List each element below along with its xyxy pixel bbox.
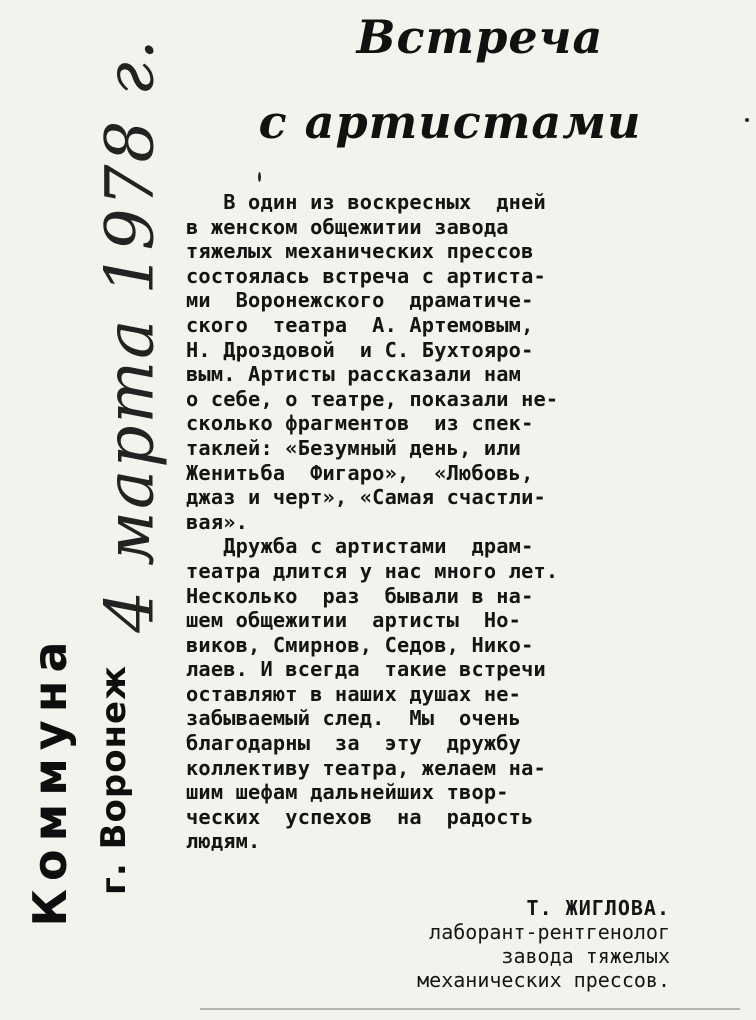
article-line: вая». <box>186 509 249 534</box>
article-line: В один из воскресных дней <box>186 190 546 214</box>
signature-block <box>250 896 670 992</box>
article-line: состоялась встреча с артиста- <box>186 263 546 288</box>
article-line: шим шефам дальнейших твор- <box>186 780 509 805</box>
article-line: тяжелых механических прессов <box>186 239 534 264</box>
article-line: виков, Смирнов, Седов, Нико- <box>186 632 534 657</box>
article-line: людям. <box>186 829 261 854</box>
article-line: оставляют в наших душах не- <box>186 681 522 706</box>
headline-line-2: с артистами <box>258 95 642 149</box>
author-workplace-cont: механических прессов. <box>417 968 670 992</box>
article-line: шем общежитии артисты Но- <box>186 608 522 633</box>
article-line: сколько фрагментов из спек- <box>186 411 534 436</box>
article-line: ческих успехов на радость <box>186 804 534 829</box>
article-line: ми Воронежского драматиче- <box>186 288 534 313</box>
article-line: Дружба с артистами драм- <box>186 534 534 559</box>
handwritten-date: 4 марта 1978 г. <box>91 37 169 633</box>
article-line: Несколько раз бывали в на- <box>186 583 534 608</box>
article-line: коллективу театра, желаем на- <box>186 755 546 780</box>
author-workplace: завода тяжелых <box>501 944 670 968</box>
article-line: таклей: «Безумный день, или <box>186 435 522 460</box>
article-line: джаз и черт», «Самая счастли- <box>186 485 546 510</box>
article-line: благодарны за эту дружбу <box>186 731 522 756</box>
headline-line-1: Встреча <box>356 10 604 64</box>
article-line: театра длится у нас много лет. <box>186 558 559 583</box>
print-speck <box>258 172 261 182</box>
article-line: ского театра А. Артемовым, <box>186 312 534 337</box>
author-name: Т. ЖИГЛОВА. <box>526 896 670 920</box>
print-speck <box>745 118 749 122</box>
article-line: лаев. И всегда такие встречи <box>186 657 546 682</box>
article-line: Н. Дроздовой и С. Бухтояро- <box>186 337 534 362</box>
article-line: Женитьба Фигаро», «Любовь, <box>186 460 534 485</box>
article-line: забываемый след. Мы очень <box>186 706 522 731</box>
newspaper-stamp-place: г. Воронеж <box>94 665 134 895</box>
article-line: вым. Артисты рассказали нам <box>186 362 522 387</box>
article-body <box>186 190 714 854</box>
author-position: лаборант-рентгенолог <box>429 920 670 944</box>
newspaper-stamp-title: Коммуна <box>23 633 77 927</box>
article-line: в женском общежитии завода <box>186 214 509 239</box>
article-line: о себе, о театре, показали не- <box>186 386 559 411</box>
torn-edge <box>200 1008 740 1010</box>
